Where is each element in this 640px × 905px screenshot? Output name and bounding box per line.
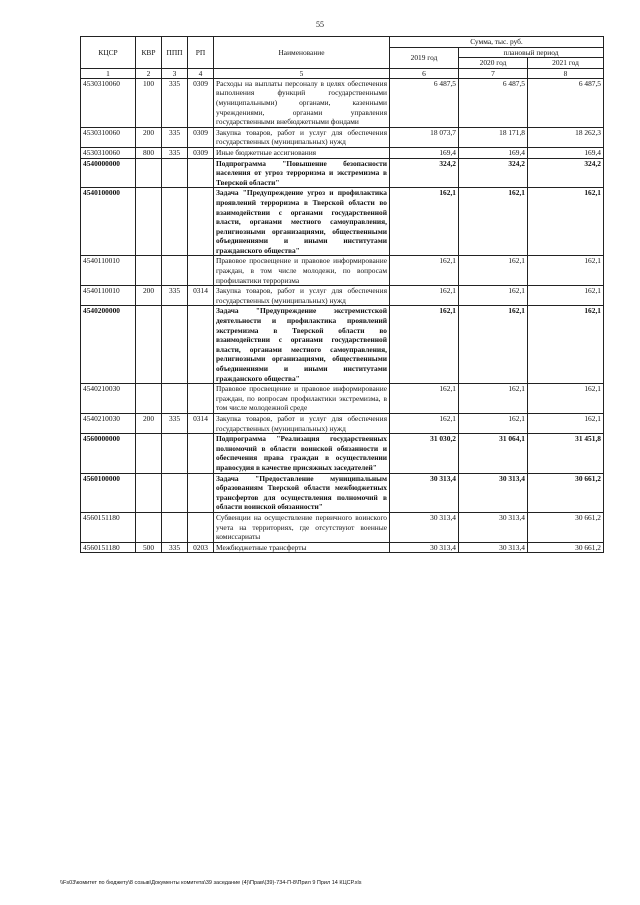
- kcsr-cell: 4540210030: [81, 413, 136, 433]
- amount-2021-cell: 162,1: [528, 188, 604, 256]
- amount-2021-cell: 30 661,2: [528, 473, 604, 512]
- page-number: 55: [316, 20, 324, 29]
- table-row: [81, 147, 604, 158]
- kcsr-cell: 4540210030: [81, 384, 136, 414]
- table-row: [81, 434, 604, 473]
- kvr-cell: 500: [136, 542, 162, 553]
- kvr-cell: 800: [136, 147, 162, 158]
- kcsr-cell: 4530310060: [81, 127, 136, 147]
- kcsr-cell: 4540200000: [81, 306, 136, 384]
- amount-2021-cell: 169,4: [528, 147, 604, 158]
- amount-2019-cell: 162,1: [390, 413, 459, 433]
- kvr-cell: [136, 306, 162, 384]
- amount-2021-cell: 162,1: [528, 256, 604, 286]
- amount-2019-cell: 162,1: [390, 256, 459, 286]
- kcsr-cell: 4540000000: [81, 158, 136, 188]
- kvr-cell: [136, 256, 162, 286]
- amount-2019-cell: 31 030,2: [390, 434, 459, 473]
- amount-2020-cell: 162,1: [459, 384, 528, 414]
- amount-2019-cell: 30 313,4: [390, 542, 459, 553]
- name-cell: Задача "Предупреждение экстремистской деятельности и профилактика проявлений экстремизма в Тверской области во взаимодействии с органами государственной власти, органами местного самоуправления, религиозными организациями, общественными объединениями и иными институтами гражданского общества": [214, 306, 390, 384]
- column-index: 3: [162, 68, 188, 78]
- amount-2019-cell: 6 487,5: [390, 78, 459, 127]
- amount-2020-cell: 162,1: [459, 256, 528, 286]
- ppp-cell: [162, 256, 188, 286]
- kcsr-cell: 4560000000: [81, 434, 136, 473]
- amount-2019-cell: 324,2: [390, 158, 459, 188]
- kvr-cell: [136, 473, 162, 512]
- name-cell: Подпрограмма "Повышение безопасности населения от угроз терроризма и экстремизма в Тверской области": [214, 158, 390, 188]
- amount-2019-cell: 30 313,4: [390, 473, 459, 512]
- header-sum: Сумма, тыс. руб.: [390, 37, 604, 48]
- kvr-cell: [136, 158, 162, 188]
- name-cell: Межбюджетные трансферты: [214, 542, 390, 553]
- ppp-cell: [162, 512, 188, 542]
- amount-2019-cell: 162,1: [390, 286, 459, 306]
- amount-2021-cell: 162,1: [528, 413, 604, 433]
- header-kcsr: КЦСР: [81, 37, 136, 69]
- name-cell: Субвенции на осуществление первичного воинского учета на территориях, где отсутствуют военные комиссариаты: [214, 512, 390, 542]
- kvr-cell: [136, 434, 162, 473]
- name-cell: Иные бюджетные ассигнования: [214, 147, 390, 158]
- rp-cell: 0309: [188, 127, 214, 147]
- amount-2021-cell: 31 451,8: [528, 434, 604, 473]
- header-plan-period: плановый период: [459, 47, 604, 58]
- rp-cell: [188, 256, 214, 286]
- table-row: [81, 473, 604, 512]
- kcsr-cell: 4540110010: [81, 286, 136, 306]
- file-path-footer: \\Fs03\комитет по бюджету\8 созыв\Документы комитета\39 заседание (4)\Прав\(39)-734-П-8\Прил 9 Прил 14 КЦСР.xls: [60, 880, 362, 886]
- name-cell: Правовое просвещение и правовое информирование граждан, по вопросам профилактики экстремизма, в том числе молодежной среде: [214, 384, 390, 414]
- amount-2020-cell: 30 313,4: [459, 512, 528, 542]
- ppp-cell: [162, 188, 188, 256]
- rp-cell: [188, 384, 214, 414]
- kcsr-cell: 4530310060: [81, 78, 136, 127]
- amount-2020-cell: 31 064,1: [459, 434, 528, 473]
- kvr-cell: [136, 384, 162, 414]
- kcsr-cell: 4530310060: [81, 147, 136, 158]
- amount-2020-cell: 18 171,8: [459, 127, 528, 147]
- kvr-cell: 100: [136, 78, 162, 127]
- rp-cell: [188, 512, 214, 542]
- header-rp: РП: [188, 37, 214, 69]
- name-cell: Закупка товаров, работ и услуг для обеспечения государственных (муниципальных) нужд: [214, 127, 390, 147]
- header-year-2020: 2020 год: [459, 58, 528, 69]
- amount-2020-cell: 162,1: [459, 413, 528, 433]
- amount-2020-cell: 162,1: [459, 188, 528, 256]
- rp-cell: 0314: [188, 413, 214, 433]
- table-row: [81, 188, 604, 256]
- budget-table: [80, 36, 604, 553]
- kvr-cell: 200: [136, 413, 162, 433]
- table-row: [81, 286, 604, 306]
- amount-2020-cell: 30 313,4: [459, 542, 528, 553]
- ppp-cell: [162, 473, 188, 512]
- table-row: [81, 127, 604, 147]
- rp-cell: [188, 158, 214, 188]
- amount-2021-cell: 324,2: [528, 158, 604, 188]
- header-year-2019: 2019 год: [390, 47, 459, 68]
- amount-2021-cell: 6 487,5: [528, 78, 604, 127]
- amount-2021-cell: 30 661,2: [528, 512, 604, 542]
- kvr-cell: [136, 188, 162, 256]
- table-body: [81, 78, 604, 553]
- rp-cell: 0309: [188, 78, 214, 127]
- ppp-cell: 335: [162, 286, 188, 306]
- name-cell: Задача "Предупреждение угроз и профилактика проявлений терроризма в Тверской области во взаимодействии с органами государственной власти, органами местного самоуправления, религиозными организациями, общественными объединениями и иными институтами гражданского общества": [214, 188, 390, 256]
- rp-cell: 0203: [188, 542, 214, 553]
- table-row: [81, 384, 604, 414]
- table-row: [81, 413, 604, 433]
- column-index: 1: [81, 68, 136, 78]
- ppp-cell: [162, 434, 188, 473]
- amount-2020-cell: 169,4: [459, 147, 528, 158]
- name-cell: Закупка товаров, работ и услуг для обеспечения государственных (муниципальных) нужд: [214, 413, 390, 433]
- table-header: [81, 37, 604, 79]
- ppp-cell: 335: [162, 78, 188, 127]
- column-index: 6: [390, 68, 459, 78]
- column-index: 8: [528, 68, 604, 78]
- amount-2020-cell: 30 313,4: [459, 473, 528, 512]
- column-index: 7: [459, 68, 528, 78]
- amount-2021-cell: 162,1: [528, 286, 604, 306]
- column-index-row: [81, 68, 604, 78]
- amount-2019-cell: 162,1: [390, 384, 459, 414]
- table-row: [81, 542, 604, 553]
- table-row: [81, 512, 604, 542]
- ppp-cell: 335: [162, 127, 188, 147]
- ppp-cell: [162, 306, 188, 384]
- kcsr-cell: 4560151180: [81, 542, 136, 553]
- kvr-cell: 200: [136, 286, 162, 306]
- kcsr-cell: 4560151180: [81, 512, 136, 542]
- ppp-cell: [162, 384, 188, 414]
- rp-cell: 0309: [188, 147, 214, 158]
- amount-2021-cell: 162,1: [528, 384, 604, 414]
- header-kvr: КВР: [136, 37, 162, 69]
- table-row: [81, 256, 604, 286]
- name-cell: Подпрограмма "Реализация государственных полномочий в области воинской обязанности и обеспечения права граждан в осуществлении правосудия в качестве присяжных заседателей": [214, 434, 390, 473]
- table-row: [81, 306, 604, 384]
- kvr-cell: [136, 512, 162, 542]
- amount-2020-cell: 324,2: [459, 158, 528, 188]
- name-cell: Задача "Предоставление муниципальным образованиям Тверской области межбюджетных трансфертов для осуществления полномочий в области воинской обязанности": [214, 473, 390, 512]
- amount-2019-cell: 18 073,7: [390, 127, 459, 147]
- rp-cell: [188, 188, 214, 256]
- amount-2020-cell: 162,1: [459, 286, 528, 306]
- ppp-cell: 335: [162, 542, 188, 553]
- kcsr-cell: 4560100000: [81, 473, 136, 512]
- amount-2019-cell: 30 313,4: [390, 512, 459, 542]
- rp-cell: [188, 306, 214, 384]
- ppp-cell: [162, 158, 188, 188]
- name-cell: Расходы на выплаты персоналу в целях обеспечения выполнения функций государственными (муниципальными) органами, казенными учреждениями, органами управления государственными внебюджетными фондами: [214, 78, 390, 127]
- kcsr-cell: 4540110010: [81, 256, 136, 286]
- column-index: 5: [214, 68, 390, 78]
- kcsr-cell: 4540100000: [81, 188, 136, 256]
- amount-2021-cell: 18 262,3: [528, 127, 604, 147]
- header-year-2021: 2021 год: [528, 58, 604, 69]
- rp-cell: [188, 434, 214, 473]
- amount-2021-cell: 30 661,2: [528, 542, 604, 553]
- column-index: 4: [188, 68, 214, 78]
- name-cell: Закупка товаров, работ и услуг для обеспечения государственных (муниципальных) нужд: [214, 286, 390, 306]
- header-ppp: ППП: [162, 37, 188, 69]
- ppp-cell: 335: [162, 147, 188, 158]
- amount-2020-cell: 6 487,5: [459, 78, 528, 127]
- name-cell: Правовое просвещение и правовое информирование граждан, в том числе молодежи, по вопросам профилактики терроризма: [214, 256, 390, 286]
- amount-2021-cell: 162,1: [528, 306, 604, 384]
- amount-2020-cell: 162,1: [459, 306, 528, 384]
- rp-cell: 0314: [188, 286, 214, 306]
- table-row: [81, 78, 604, 127]
- ppp-cell: 335: [162, 413, 188, 433]
- header-name: Наименование: [214, 37, 390, 69]
- amount-2019-cell: 169,4: [390, 147, 459, 158]
- amount-2019-cell: 162,1: [390, 188, 459, 256]
- amount-2019-cell: 162,1: [390, 306, 459, 384]
- rp-cell: [188, 473, 214, 512]
- column-index: 2: [136, 68, 162, 78]
- kvr-cell: 200: [136, 127, 162, 147]
- table-row: [81, 158, 604, 188]
